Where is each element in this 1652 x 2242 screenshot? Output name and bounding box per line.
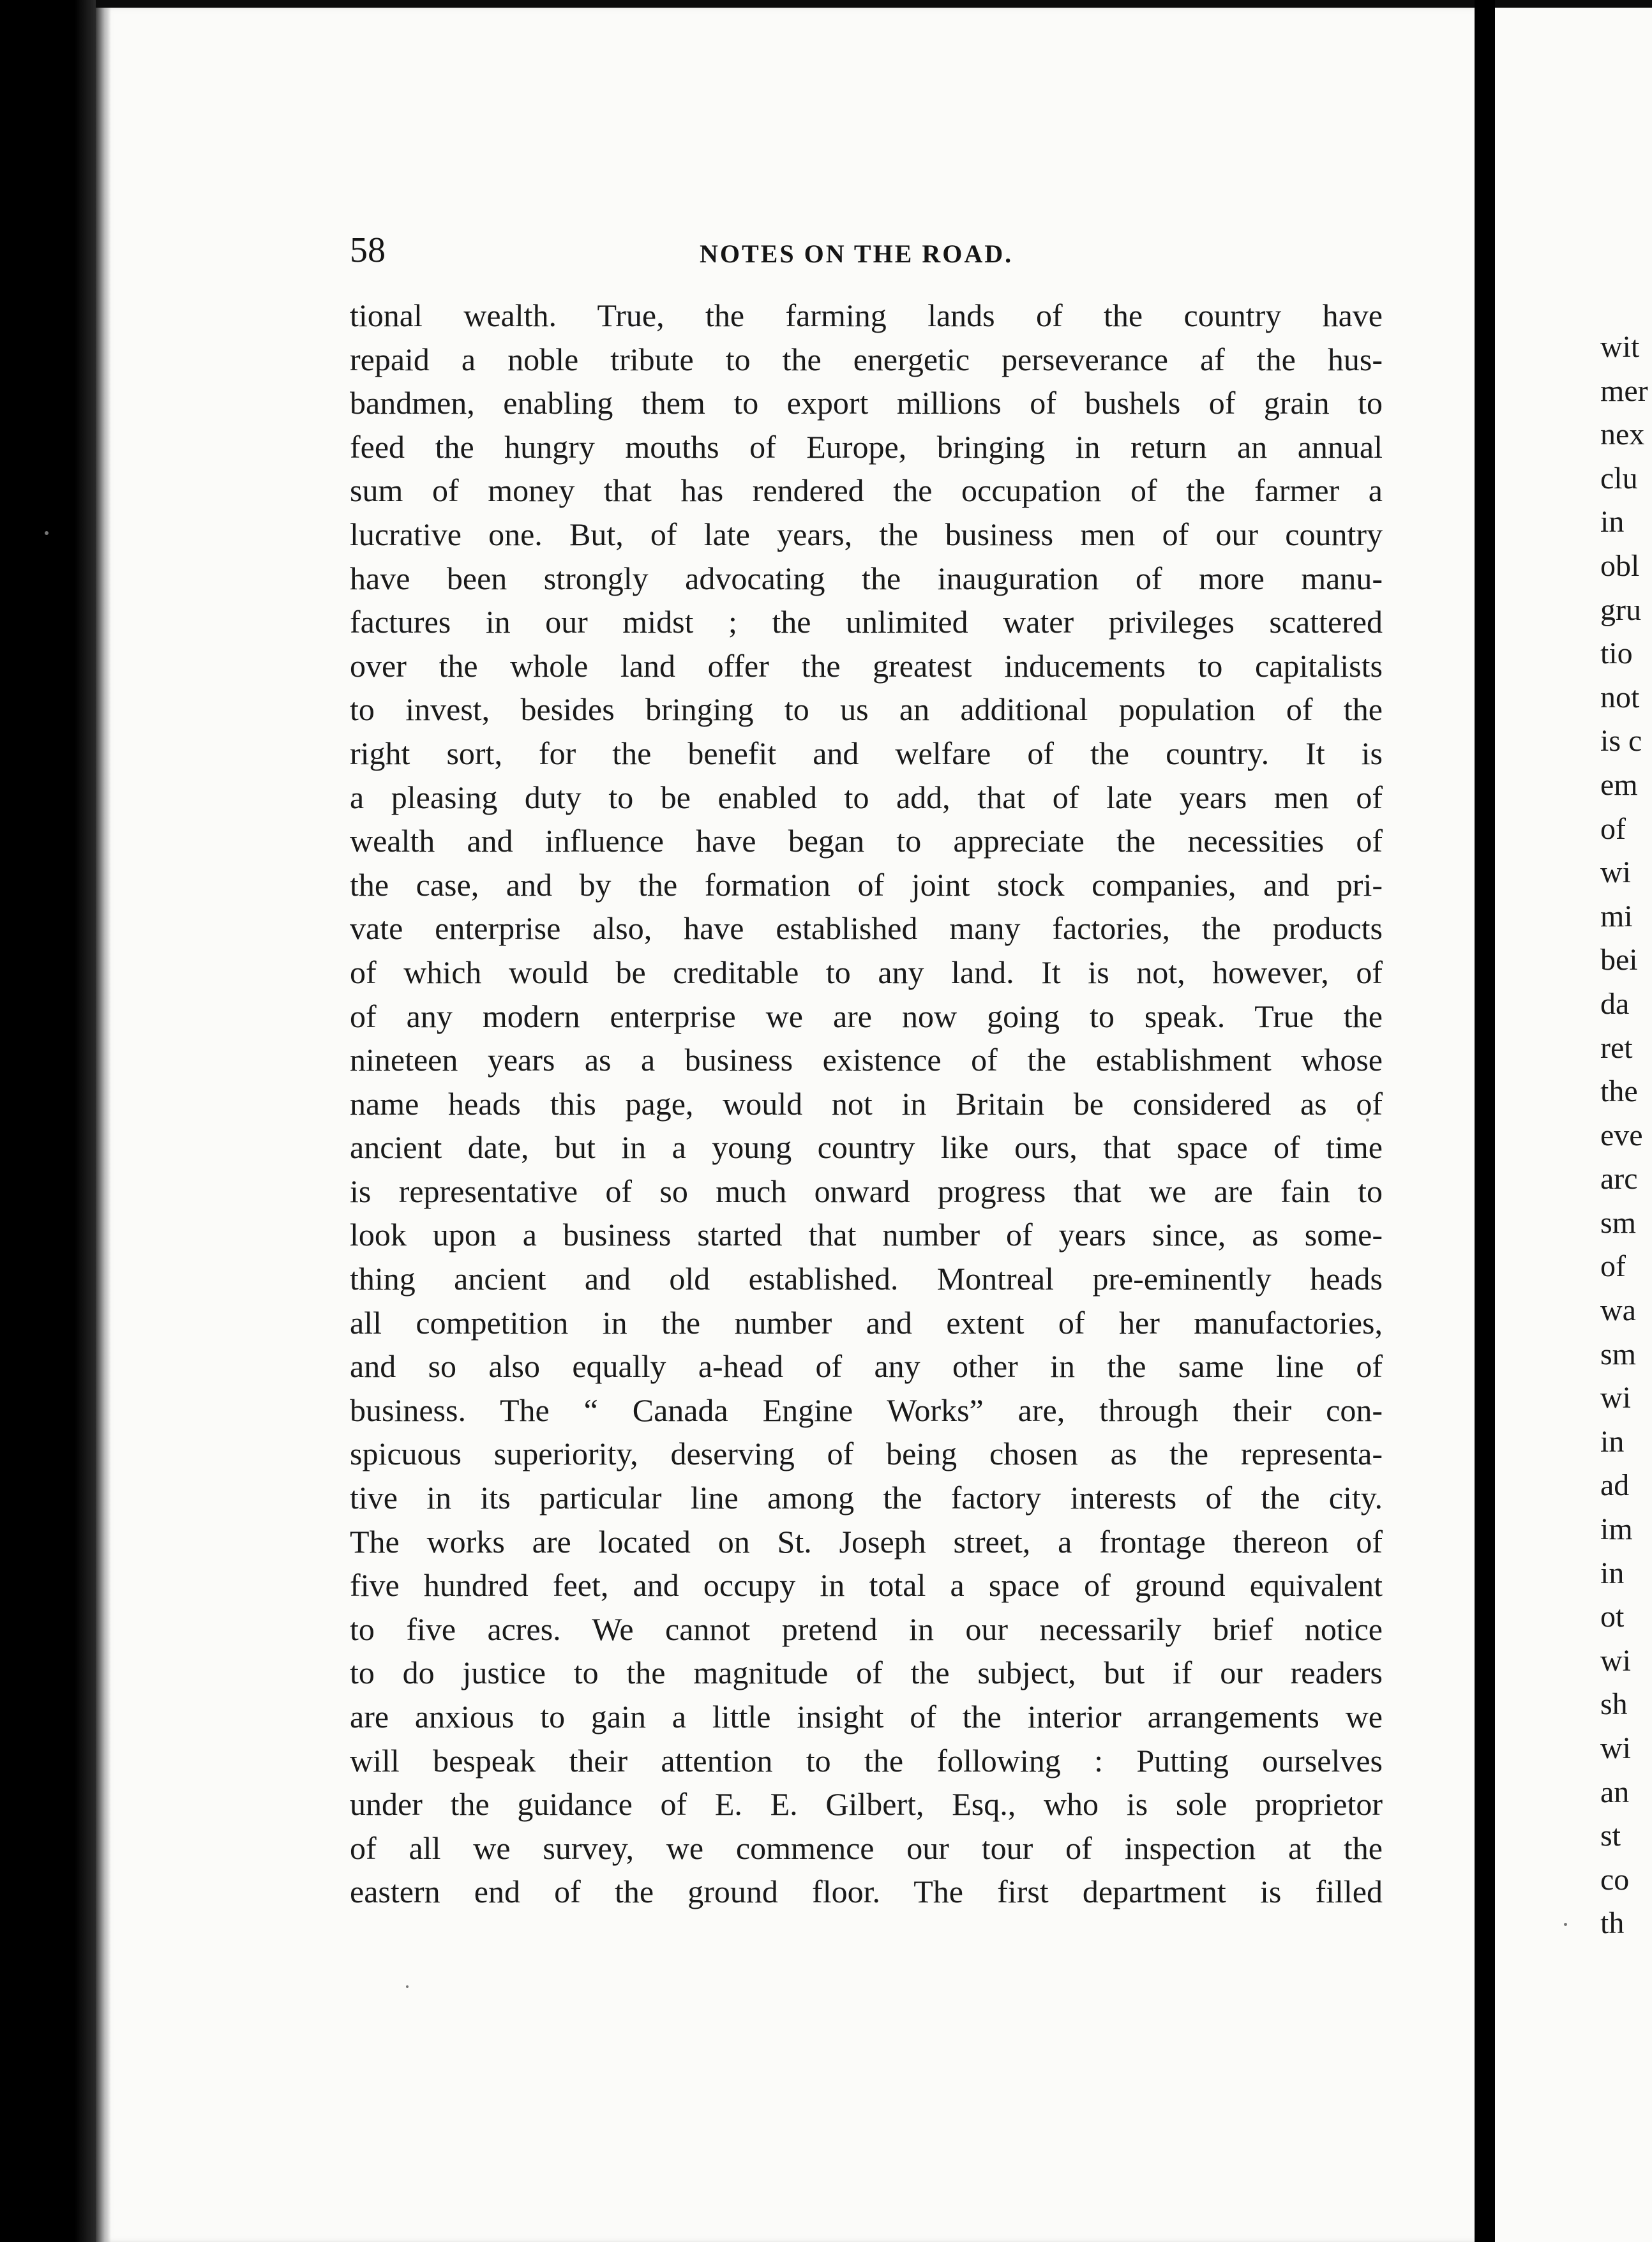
facing-line-fragment: co <box>1600 1862 1630 1897</box>
text-line: nineteen years as a business existence of the establishment whose <box>350 1042 1383 1078</box>
text-line: ancient date, but in a young country like ours, that space of time <box>350 1129 1383 1166</box>
facing-line-fragment: in <box>1600 1424 1625 1459</box>
facing-page-text <box>1600 326 1652 1946</box>
facing-line-fragment: mi <box>1600 899 1633 933</box>
facing-line-fragment: wi <box>1600 1643 1631 1678</box>
facing-line-fragment: sh <box>1600 1687 1628 1722</box>
text-line: tive in its particular line among the factory interests of the city. <box>350 1480 1383 1516</box>
facing-line-fragment: da <box>1600 986 1630 1021</box>
text-line: and so also equally a-head of any other in the same line of <box>350 1348 1383 1385</box>
facing-line-fragment: st <box>1600 1819 1621 1853</box>
text-line: of which would be creditable to any land. It is not, however, of <box>350 954 1383 990</box>
text-line: over the whole land offer the greatest inducements to capitalists <box>350 647 1383 684</box>
facing-line-fragment: an <box>1600 1775 1630 1809</box>
scan-left-edge <box>0 0 96 2242</box>
text-line: factures in our midst ; the unlimited water privileges scattered <box>350 604 1383 640</box>
facing-line-fragment: wa <box>1600 1293 1636 1328</box>
page-number: 58 <box>350 230 386 270</box>
running-title: NOTES ON THE ROAD. <box>700 239 1014 268</box>
text-line: lucrative one. But, of late years, the business men of our country <box>350 516 1383 552</box>
text-line: right sort, for the benefit and welfare of the country. It is <box>350 735 1383 771</box>
text-line: five hundred feet, and occupy in total a space of ground equivalent <box>350 1567 1383 1604</box>
facing-line-fragment: nex <box>1600 418 1645 452</box>
text-line: will bespeak their attention to the following : Putting ourselves <box>350 1742 1383 1779</box>
facing-line-fragment: ad <box>1600 1468 1630 1503</box>
facing-line-fragment: arc <box>1600 1162 1638 1196</box>
facing-line-fragment: wi <box>1600 855 1631 890</box>
text-line: name heads this page, would not in Britain be considered as of <box>350 1085 1383 1122</box>
facing-line-fragment: wit <box>1600 330 1640 364</box>
text-line: have been strongly advocating the inauguration of more manu- <box>350 560 1383 596</box>
running-header <box>350 230 1371 275</box>
text-line: under the guidance of E. E. Gilbert, Esq., who is sole proprietor <box>350 1786 1383 1823</box>
facing-line-fragment: tio <box>1600 636 1633 671</box>
scan-speck <box>406 1985 409 1988</box>
text-line: The works are located on St. Joseph street, a frontage thereon of <box>350 1523 1383 1560</box>
facing-line-fragment: is c <box>1600 724 1642 758</box>
facing-line-fragment: th <box>1600 1906 1625 1941</box>
text-line: spicuous superiority, deserving of being chosen as the representa- <box>350 1436 1383 1472</box>
text-line: bandmen, enabling them to export millions of bushels of grain to <box>350 385 1383 421</box>
facing-line-fragment: ret <box>1600 1030 1633 1065</box>
facing-line-fragment: wi <box>1600 1731 1631 1765</box>
facing-line-fragment: mer <box>1600 373 1648 408</box>
text-line: to five acres. We cannot pretend in our necessarily brief notice <box>350 1611 1383 1647</box>
facing-line-fragment: obl <box>1600 548 1640 583</box>
facing-line-fragment: of <box>1600 1249 1626 1284</box>
facing-line-fragment: eve <box>1600 1118 1643 1152</box>
book-gutter <box>1475 0 1495 2242</box>
text-line: are anxious to gain a little insight of the interior arrangements we <box>350 1699 1383 1734</box>
text-line: sum of money that has rendered the occupation of the farmer a <box>350 472 1383 509</box>
text-line: the case, and by the formation of joint stock companies, and pri- <box>350 866 1383 903</box>
text-line: is representative of so much onward progress that we are fain to <box>350 1173 1383 1209</box>
facing-line-fragment: sm <box>1600 1337 1637 1371</box>
facing-line-fragment: of <box>1600 811 1626 846</box>
text-line: thing ancient and old established. Montreal pre-eminently heads <box>350 1261 1383 1297</box>
facing-line-fragment: sm <box>1600 1205 1637 1240</box>
text-line: of all we survey, we commence our tour of inspection at the <box>350 1830 1383 1866</box>
facing-line-fragment: the <box>1600 1074 1638 1109</box>
scan-speck <box>1564 1923 1567 1926</box>
text-line: look upon a business started that number of years since, as some- <box>350 1217 1383 1253</box>
text-line: tional wealth. True, the farming lands of the country have <box>350 297 1383 333</box>
text-line: business. The “ Canada Engine Works” are, through their con- <box>350 1392 1383 1428</box>
text-line: vate enterprise also, have established many factories, the products <box>350 910 1383 947</box>
facing-line-fragment: gru <box>1600 592 1641 627</box>
text-line: of any modern enterprise we are now going to speak. True the <box>350 998 1383 1034</box>
facing-line-fragment: bei <box>1600 943 1638 977</box>
text-line: repaid a noble tribute to the energetic perseverance af the hus- <box>350 341 1383 377</box>
facing-line-fragment: not <box>1600 680 1640 714</box>
facing-line-fragment: em <box>1600 767 1638 802</box>
text-line: a pleasing duty to be enabled to add, that of late years men of <box>350 779 1383 815</box>
text-line: eastern end of the ground floor. The first department is filled <box>350 1874 1383 1910</box>
body-text <box>350 294 1383 1914</box>
facing-line-fragment: in <box>1600 1556 1625 1590</box>
facing-page <box>1495 8 1652 2242</box>
text-line: all competition in the number and extent of her manufactories, <box>350 1304 1383 1341</box>
facing-line-fragment: ot <box>1600 1600 1625 1634</box>
facing-line-fragment: wi <box>1600 1381 1631 1415</box>
facing-line-fragment: clu <box>1600 461 1638 495</box>
text-line: feed the hungry mouths of Europe, bringing in return an annual <box>350 428 1383 465</box>
scan-speck <box>45 531 49 535</box>
facing-line-fragment: im <box>1600 1512 1633 1547</box>
text-line: to do justice to the magnitude of the subject, but if our readers <box>350 1655 1383 1691</box>
text-line: to invest, besides bringing to us an additional population of the <box>350 691 1383 728</box>
facing-line-fragment: in <box>1600 505 1625 539</box>
text-line: wealth and influence have began to appreciate the necessities of <box>350 823 1383 859</box>
